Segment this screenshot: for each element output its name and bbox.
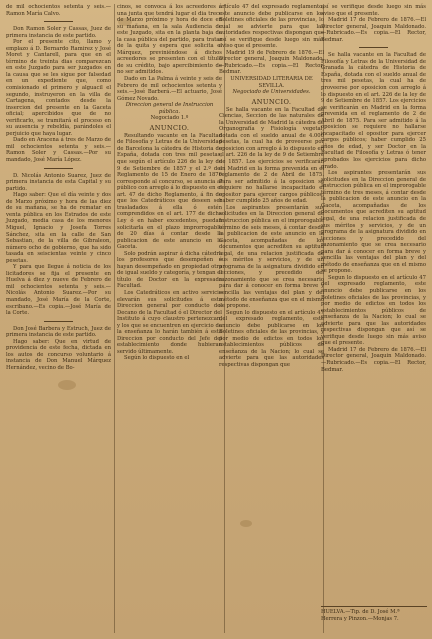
paragraph: Segun lo dispuesto en el artículo 47 del expresado reglamento, este anuncio debe publicarse en los Boletines oficiales de las provincias, y por medio de edictos en todos los establecimientos públicos de enseñanza de la Nacion; lo cual se advierte para que las autoridades respectivas dispongan que — [219, 309, 324, 368]
paragraph: Resultando vacante en la Facultad de Filosofía y Letras de la Universidad de Barcelona la cátedra de Historia de España, dotada con tres mil pesetas, que según el artículo 226 de la ley de 9 de Setiembre de 1857 y el 2.º del Reglamento de 15 de Enero de 1870 corresponde al concurso, se anuncia al público con arreglo á lo dispuesto en el art. 47 de dicho Reglamento, á fin de que los Catedráticos que deseen ser trasladados á ella ó estén comprendidos en el art. 177 de dicha Ley ó en haber excedentes, puedan solicitarla en el plazo improrrogable de 20 días á contar desde la publicacion de este anuncio en la Gaceta. — [117, 132, 222, 251]
paragraph: Se halla vacante en la Facultad de Ciencias, Seccion de las naturales de la Universidad de Madrid la cátedra de Organografía y Fisiología vegetal, dotada con el sueldo anual de 4.000 pesetas, la cual ha de proveerse por oposicion con arreglo á lo dispuesto en el art. 226 de la ley de 9 de Setiembre de 1857. Los ejercicios se verificarán en Madrid en la forma prevenida en el reglamento de 2 de Abril de 1875. Para ser admitido á la oposicion se requiere no hallarse incapacitado el opositor para ejercer cargos públicos; haber cumplido 25 años de edad. — [219, 106, 324, 205]
notice-heading: ANUNCIO. — [149, 123, 190, 132]
imprint-line-1: HUELVA.—Tip. de D. José M.ª — [321, 609, 400, 615]
paragraph: Dado en La Palma á veinte y seis de Febrero de mil ochocientos setenta y seis.—José Barberá.—El actuario, José Gómez Novado. — [117, 76, 222, 102]
paragraph: Dado en Aracena á tres de Marzo de mil ochocientos setenta y seis.—Ramon Soler y Cassas.—Por su mandado, José María López. — [6, 137, 111, 164]
paragraph: D. Nicolás Antonio Suarez, Juez de primera instancia de esta Capital y su partido. — [6, 172, 111, 192]
column-2 — [117, 4, 222, 362]
column-1 — [6, 4, 111, 371]
column-3 — [219, 4, 324, 369]
section-separator — [44, 321, 73, 322]
paragraph: Solo podrán aspirar á dicha cátedra los profesores que desempeñen ó hayan desempeñado en propiedad otra de igual sueldo y categoría, y tengan el título de Doctor en la expresada Facultad. — [117, 250, 222, 290]
section-separator — [359, 47, 388, 48]
paragraph: artículo 47 del expresado reglamento, este anuncio debe publicarse en los Boletines oficiales de las provincias, lo cual se advierte para que las autoridades respectivas dispongan que así se verifique desde luego sin más aviso que el presente. — [219, 4, 324, 50]
section-separator — [44, 21, 73, 22]
stain-mark — [240, 520, 252, 527]
stain-mark — [58, 380, 76, 390]
paragraph: UNIVERSIDAD LITERARIA DE SEVILLA. — [230, 76, 313, 89]
column-4 — [321, 4, 426, 373]
paragraph: Madrid 17 de Febrero de 1876.—El Director general, Joaquin Maldonado.—Rubricado.—Es copia.—El Rector, Bedmar. — [321, 17, 426, 43]
notice-subheading: Direccion general de Instruccion pública. — [125, 102, 214, 115]
paragraph: cinos, se convoca á los acreedores á una junta que tendrá lugar el dia trece de Marzo próximo y hora de doce en su mañana, en la sala Audiencia de este Juzgado, sita en la planta baja de la casa pública del partido, para tratar de la quita y espera que solicita el Márquez, previniéndose á dichos acreedores se presenten con el título de su crédito, bajo apercibimiento de no ser admitidos. — [117, 4, 222, 76]
paragraph: Negociado 1.º — [150, 115, 189, 122]
footer-rule — [321, 606, 427, 607]
paragraph: Madrid 19 de Febrero de 1876.—El Director general, Joaquin Maldonado.—Rubricado.—Es copia.—El Rector, Bedmar. — [219, 49, 324, 76]
section-separator — [44, 168, 73, 169]
imprint-line-2: Herrera y Pinzon.—Monjas 7. — [321, 615, 399, 622]
paragraph: así se verifique desde luego sin más aviso que el presente. — [321, 4, 426, 17]
column-divider — [114, 4, 115, 633]
paragraph: Hago saber: Que en virtud de providencia de este fecha, dictada en los autos de concurso voluntario á instancia de Don Manuel Márquez Hernández, vecino de Bo- — [6, 338, 111, 371]
paragraph: Madrid 17 de Febrero de 1876.—El Director general, Joaquin Maldonado.—Rubricado.—Es copia.—El Rector, Bedmar. — [321, 346, 426, 373]
paragraph: Por el presente cito, llamo y emplazo á D. Bernardo Ramirez y José Moret y Cantarell, para que en el término de treinta dias comparezcan en este Juzgado para ser juzgados en la causa que se les sigue por falsedad en un expediente que, como comisionado el primero y alguacil el segundo, instruyeron en la villa de Cartagena, contados desde la insercion del presente en la Gaceta oficial; apercibidos que de no verificarlo, se tramitará el proceso en su ausencia y rebeldía, parándoles el perjuicio que haya lugar. — [6, 39, 111, 137]
paragraph: Segun lo dispuesto en el artículo 47 del expresado reglamento, este anuncio debe publicarse en los Boletines oficiales de las provincias, y por medio de edictos en todos los establecimientos públicos de enseñanza de la Nacion; lo cual se advierte para que las autoridades respectivas dispongan que así se verifique desde luego sin más aviso que el presente. — [321, 274, 426, 347]
paragraph: Hago saber: Que el día veinte y dos de Marzo próximo y hora de las diez de su mañana, se ha de rematar en venta pública en los Estrados de este Juzgado, media casa de los menores Miguel, Ignacio y Josefa Torres Sánchez, sita en la calle de San Sebastian, de la villa de Gibraleon, número ocho de gobierno, que ha sido tasada en seiscientas veinte y cinco pesetas. — [6, 192, 111, 264]
paragraph: Los aspirantes presentarán sus solicitudes en la Direccion general de Instruccion pública en el improrogable término de seis meses, á contar desde la publicacion de este anuncio en la Gaceta, acompañadas de los documentos que acrediten su aptitud legal, de una relacion justificada de sus méritos y servicios, y de un programa de la asignatura dividido en lecciones, y precedido del razonamiento que se crea necesario para dar á conocer en forma breve y sencilla las ventajas del plan y del método de enseñanza que en el mismo se propone. — [219, 204, 324, 310]
paragraph: Los aspirantes presentarán sus solicitudes en la Direccion general de Instruccion pública en el improrogable término de tres meses, á contar desde la publicacion de este anuncio en la Gaceta, acompañadas de los documentos que acrediten su aptitud legal, de una relacion justificada de sus méritos y servicios, y de un programa de la asignatura dividido en lecciones y precedido del razonamiento que se crea necesario para dar á conocer en forma breve y sencilla las ventajas del plan y del método de enseñanza que en el mismo se propone. — [321, 170, 426, 275]
paragraph: Según lo dispuesto en el — [124, 355, 190, 362]
paragraph: Los Catedráticos en activo servicio elevarán sus solicitudes á esta Direccion general por conducto del Decano de la Facultad ó el Director del Instituto á cuyo claustro pertenezcan, y los que se encuentren en ejercicio de la enseñanza lo harán también á esta Direccion por conducto del Jefe del establecimiento donde hubieran servido últimamente. — [117, 289, 222, 355]
paragraph: Don José Barbera y Estruch, Juez de primera instancia de este partido. — [6, 325, 111, 339]
paragraph: de mil ochocientos setenta y seis.—Ramon María Calvo. — [6, 4, 111, 17]
printer-imprint — [321, 606, 427, 622]
notice-subheading: Negociado de Universidades. — [232, 89, 311, 96]
paragraph: Y para que llegue á noticia de los licitadores se fija el presente en Huelva á diez y nueve de Febrero de mil ochocientos setenta y seis.—Nicolás Antonio Suarez.—Por su mandado, José María de la Corte, escribano.—Es copia.—José María de la Corte. — [6, 264, 111, 317]
paragraph: Se halla vacante en la Facultad de Filosofía y Letras de la Universidad de Granada la cátedra de Historia de España, dotada con el sueldo anual de tres mil pesetas, la cual ha de proveerse por oposicion con arreglo á lo dispuesto en el art. 226 de la ley de 9 de Setiembre de 1857. Los ejercicios se verificarán en Madrid en la forma prevenida en el reglamento de 2 de Abril de 1875. Para ser admitido á la oposicion se requiere no hallarse incapacitado el opositor para ejercer cargos públicos; haber cumplido 25 años de edad, y ser Doctor en la Facultad de Filosofía y Letras ó tener aprobados los ejercicios para dicho grado. — [321, 52, 426, 170]
notice-heading: ANUNCIO. — [251, 97, 292, 106]
paragraph: Don Ramon Soler y Cassas, Juez de primera instancia de este partido. — [6, 26, 111, 39]
